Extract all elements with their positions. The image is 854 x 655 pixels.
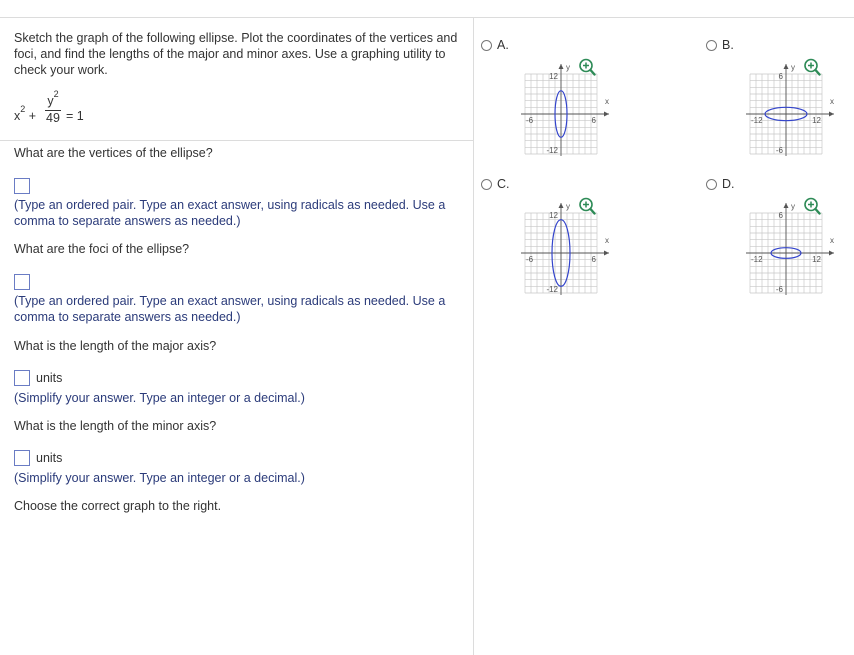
option-c [481,177,609,294]
option-b-radio[interactable] [706,40,717,51]
x-max-label: 12 [812,255,821,264]
major-axis-question: What is the length of the major axis? [14,339,217,353]
y-min-label: -12 [546,146,558,155]
minor-axis-input[interactable] [14,450,30,466]
foci-input[interactable] [14,274,30,290]
option-d-label: D. [722,177,735,191]
option-d-radio[interactable] [706,179,717,190]
option-c-label: C. [497,177,510,191]
major-axis-input[interactable] [14,370,30,386]
x-max-label: 6 [591,255,596,264]
y-max-label: 12 [549,211,558,220]
y-axis-label: y [791,202,795,211]
vertices-hint: (Type an ordered pair. Type an exact answer, using radicals as needed. Use a comma to separate answers as needed.) [14,198,446,228]
x-min-label: -12 [751,255,763,264]
y-axis-label: y [566,63,570,72]
question-prompt: Sketch the graph of the following ellipse. Plot the coordinates of the vertices and foci, and find the lengths of the major and minor axes. Use a graphing utility to check your work. [14,31,458,77]
x-axis-arrow [604,112,609,117]
option-b-graph [726,56,846,166]
x-max-label: 12 [812,116,821,125]
x-axis-label: x [605,236,609,245]
y-axis-arrow [559,203,564,208]
y-max-label: 12 [549,72,558,81]
y-axis-label: y [791,63,795,72]
option-a-label: A. [497,38,509,52]
foci-hint: (Type an ordered pair. Type an exact answer, using radicals as needed. Use a comma to separate answers as needed.) [14,294,446,324]
y-axis-arrow [559,64,564,69]
x-min-label: -12 [751,116,763,125]
zoom-in-icon[interactable] [578,58,596,76]
top-rule [0,17,854,18]
x-min-label: -6 [526,255,534,264]
option-c-graph [501,195,621,305]
ellipse-equation: $x^2$ + $y^2$ 49 = 1 [14,89,84,125]
option-c-radio[interactable] [481,179,492,190]
minor-axis-hint: (Simplify your answer. Type an integer or a decimal.) [14,471,305,485]
option-b-label: B. [722,38,734,52]
option-a-choice[interactable] [481,38,509,52]
instruction-text: Choose the correct graph to the right. [14,499,222,513]
x-axis-arrow [604,251,609,256]
x-axis-arrow [829,251,834,256]
option-c-choice[interactable] [481,177,510,191]
question-divider [0,140,473,141]
foci-question: What are the foci of the ellipse? [14,242,190,256]
y-min-label: -12 [546,285,558,294]
y-min-label: -6 [775,285,783,294]
vertices-input[interactable] [14,178,30,194]
option-b-choice[interactable] [706,38,734,52]
minor-axis-unit: units [36,451,63,465]
minor-axis-question: What is the length of the minor axis? [14,419,217,433]
vertices-question: What are the vertices of the ellipse? [14,146,213,160]
pane-divider [473,18,474,655]
option-b [706,38,834,155]
x-axis-label: x [830,97,834,106]
y-axis-arrow [784,64,789,69]
major-axis-hint: (Simplify your answer. Type an integer or a decimal.) [14,391,305,405]
x-axis-label: x [830,236,834,245]
option-d [706,177,834,294]
option-d-graph [726,195,846,305]
x-axis-arrow [829,112,834,117]
zoom-in-icon[interactable] [578,197,596,215]
option-d-choice[interactable] [706,177,735,191]
zoom-in-icon[interactable] [803,197,821,215]
x-min-label: -6 [526,116,534,125]
x-axis-label: x [605,97,609,106]
question-pane [14,30,462,125]
fraction: $y^2$ 49 [46,89,60,125]
y-min-label: -6 [775,146,783,155]
option-a [481,38,609,155]
x-max-label: 6 [591,116,596,125]
y-axis-label: y [566,202,570,211]
y-max-label: 6 [778,211,783,220]
option-a-radio[interactable] [481,40,492,51]
option-a-graph [501,56,621,166]
y-max-label: 6 [778,72,783,81]
major-axis-unit: units [36,371,63,385]
y-axis-arrow [784,203,789,208]
zoom-in-icon[interactable] [803,58,821,76]
